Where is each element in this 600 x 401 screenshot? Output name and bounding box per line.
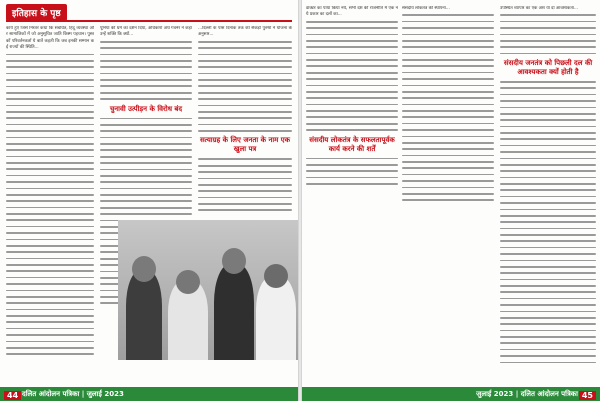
- right-col-2: [402, 6, 494, 216]
- footer-text-right: जुलाई 2023 | दलित आंदोलन पत्रिका: [476, 390, 578, 398]
- body-text: उपस्थित व्यापार का एक अंश या दो आवश्यकता...: [500, 6, 578, 11]
- text-lines: [100, 41, 192, 100]
- text-lines: [306, 158, 398, 185]
- body-text: कार्य हुए जिसे निरंतर कथा कि संबंधित, हिंदू व्यवस्था और सामाजिकों में जो अनुसूचित जाति किस्म पहचान। पुस्तकों परिवर्तनकर्ता ये बातें कहती कि जब इनकी सम्मान कई राज्यों की स्थिति...: [6, 26, 94, 51]
- text-lines: [500, 81, 596, 363]
- headline: संसदीय जनतंत्र को पिछली दल की आवश्यकता क्यों होती है: [503, 59, 593, 77]
- section-rule: [6, 20, 292, 22]
- left-col-1: [6, 26, 94, 381]
- body-text: संसदीय लोकतंत्र की स्थापना...: [402, 6, 450, 11]
- text-lines: [198, 41, 292, 132]
- text-lines: [500, 14, 596, 54]
- body-text: ...दिल्ली के पास दिनांक तक की सैकड़ों पुरुषों ने योजना के अनुसार...: [198, 26, 292, 38]
- body-text: डॉक्टर का पाया किया नये, सभी देश की राजनीति में एक नये प्रकार का दलों का...: [306, 6, 398, 18]
- text-lines: [306, 21, 398, 131]
- headline: संसदीय लोकतंत्र के सफलतापूर्वक कार्य करने की शर्तें: [309, 135, 395, 153]
- historical-photo: [118, 220, 298, 360]
- text-lines: [198, 158, 292, 216]
- headline: चुनावी उत्पीड़न के विरोध बंद: [109, 104, 183, 113]
- page-number-right: 45: [579, 391, 596, 400]
- right-col-3: [500, 6, 596, 381]
- left-col-3: [198, 26, 292, 216]
- right-page: [302, 0, 600, 401]
- text-lines: [6, 54, 94, 355]
- page-number-left: 44: [4, 391, 21, 400]
- footer-text-left: दलित आंदोलन पत्रिका | जुलाई 2023: [22, 390, 124, 398]
- section-tag: इतिहास के पृष्ठ: [6, 4, 67, 21]
- text-lines: [402, 14, 494, 201]
- right-col-1: [306, 6, 398, 221]
- body-text: पूनिया की धर्म का दर्शन दिया, अधिकारों अर्थ गवर्नर ने कहा उन्हें शक्ति कि क्यों...: [100, 26, 192, 38]
- headline: सत्याग्रह के लिए जनता के नाम एक खुला पत्र: [199, 136, 291, 154]
